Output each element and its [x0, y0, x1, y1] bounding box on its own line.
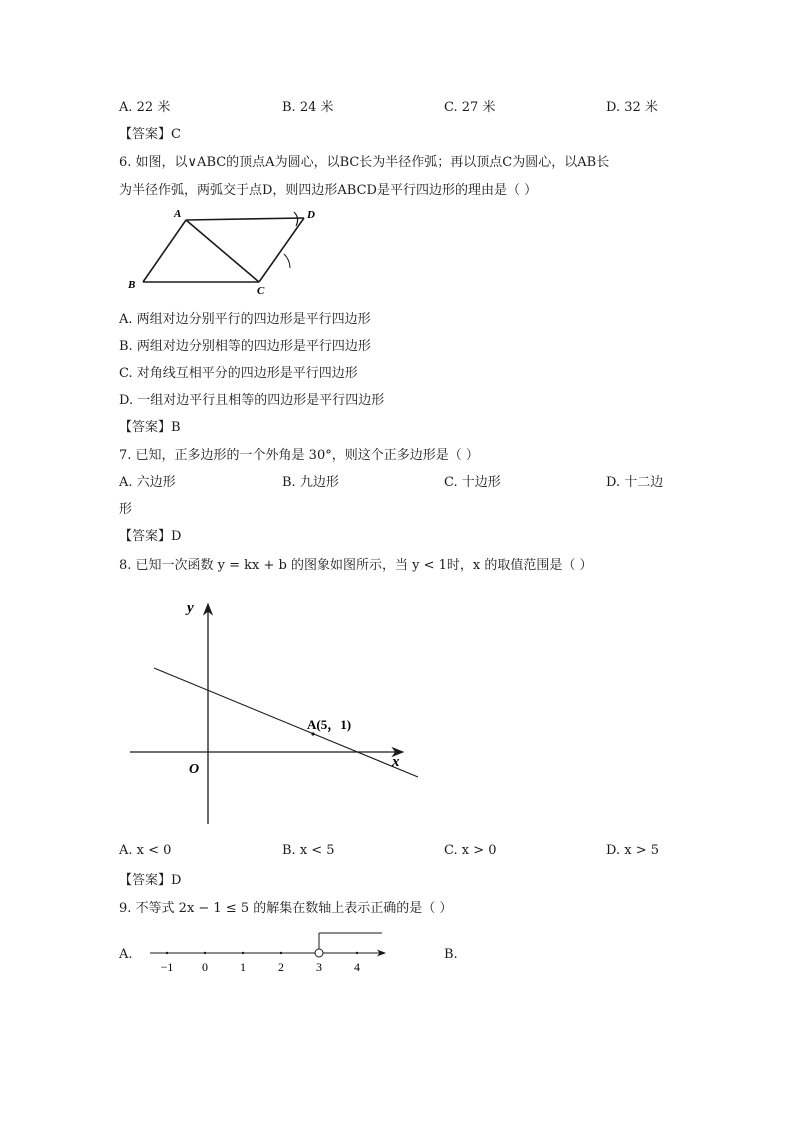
q6-option-c: C. 对角线互相平分的四边形是平行四边形: [119, 366, 358, 381]
answer-value: D: [171, 873, 182, 888]
arc-mark-d: [294, 212, 298, 226]
answer-value: B: [171, 420, 181, 435]
tick-label: −1: [160, 960, 174, 974]
tick-label: 0: [202, 960, 208, 974]
tick-dot-1: [242, 952, 244, 954]
arc-mark-c: [284, 254, 290, 268]
tick-label: 2: [278, 960, 284, 974]
q8-option-a: A. x < 0: [119, 843, 172, 858]
q7-option-a: A. 六边形: [119, 475, 176, 490]
y-axis-label: y: [187, 600, 194, 616]
tick-dot-2: [280, 952, 282, 954]
answer-value: D: [171, 529, 182, 544]
answer-key-label: 【答案】: [119, 420, 172, 435]
answer-key-label: 【答案】: [119, 529, 172, 544]
q7-option-d: D. 十二边: [606, 475, 664, 490]
tick-dot-4: [356, 952, 358, 954]
side-cd: [259, 218, 304, 282]
q8-option-c: C. x > 0: [444, 843, 497, 858]
label-b: B: [128, 279, 136, 291]
q6-stem-line1: 6. 如图，以∨ABC的顶点A为圆心，以BC长为半径作弧；再以顶点C为圆心，以AB长: [119, 155, 610, 170]
q5-option-d: D. 32 米: [606, 100, 658, 115]
q7-stem: 7. 已知，正多边形的一个外角是 30°，则这个正多边形是（ ）: [119, 448, 479, 463]
open-circle-3: [315, 949, 323, 957]
q6-option-b: B. 两组对边分别相等的四边形是平行四边形: [119, 339, 371, 354]
q5-option-c: C. 27 米: [444, 100, 496, 115]
answer-key-label: 【答案】: [119, 873, 172, 888]
q9-option-b-label: B.: [444, 947, 458, 962]
q9-option-a-label: A.: [119, 947, 133, 962]
label-a: A: [174, 208, 182, 220]
q9-stem: 9. 不等式 2x − 1 ≤ 5 的解集在数轴上表示正确的是（ ）: [119, 901, 453, 916]
label-d: D: [307, 209, 315, 221]
diagonal-ac: [186, 220, 259, 282]
q9-number-line-a: [145, 925, 390, 980]
answer-value: C: [171, 127, 181, 142]
q6-option-a: A. 两组对边分别平行的四边形是平行四边形: [119, 312, 371, 327]
q7-option-c: C. 十边形: [444, 475, 501, 490]
label-c: C: [257, 285, 265, 297]
q5-option-b: B. 24 米: [282, 100, 334, 115]
x-axis-label: x: [392, 754, 400, 770]
origin-label: O: [189, 762, 200, 777]
q8-option-d: D. x > 5: [606, 843, 659, 858]
point-a-label: A(5，1): [307, 717, 352, 732]
q8-linear-function-graph: [125, 590, 425, 830]
q7-option-d-wrap: 形: [119, 502, 133, 517]
tick-dot-minus1: [166, 952, 168, 954]
answer-key-label: 【答案】: [119, 127, 172, 142]
tick-dot-0: [204, 952, 206, 954]
q5-answer: [119, 123, 181, 142]
tick-label: 3: [316, 960, 322, 974]
q8-answer: [119, 869, 181, 888]
function-line: [154, 668, 418, 777]
q8-stem: 8. 已知一次函数 y = kx + b 的图象如图所示，当 y < 1时，x 的取值范围是（ ）: [119, 558, 593, 573]
point-a: [311, 732, 314, 735]
q7-answer: [119, 525, 181, 544]
q5-option-a: A. 22 米: [119, 100, 171, 115]
q6-stem-line2: 为半径作弧，两弧交于点D，则四边形ABCD是平行四边形的理由是（ ）: [119, 183, 538, 198]
q8-option-b: B. x < 5: [282, 843, 335, 858]
q6-option-d: D. 一组对边平行且相等的四边形是平行四边形: [119, 393, 385, 408]
q6-answer: [119, 416, 181, 435]
q7-option-b: B. 九边形: [282, 475, 339, 490]
q6-parallelogram-figure: [118, 200, 318, 300]
tick-label: 1: [240, 960, 246, 974]
side-ab: [143, 220, 186, 282]
tick-label: 4: [354, 960, 360, 974]
side-ad: [186, 218, 304, 220]
